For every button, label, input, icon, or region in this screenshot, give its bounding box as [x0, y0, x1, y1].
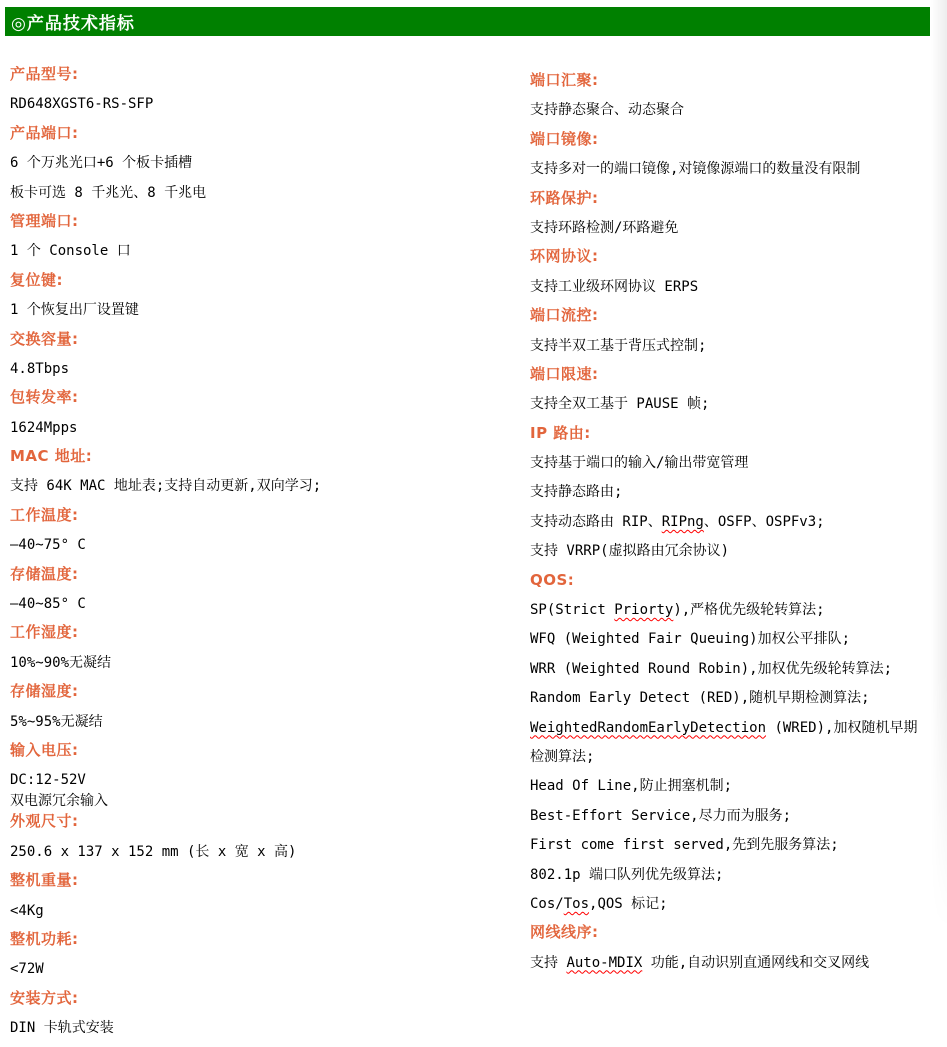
text-segment: First come first served,先到先服务算法;: [530, 837, 839, 854]
spec-heading-label: 工作湿度:: [10, 623, 79, 642]
text-segment: <72W: [10, 961, 44, 978]
spec-line-text: [530, 484, 622, 500]
spec-line-text: [530, 896, 668, 912]
spec-heading: [530, 246, 940, 275]
spec-line: [10, 93, 515, 122]
spec-line-text: [10, 903, 44, 919]
spec-line: [530, 628, 940, 657]
spec-line-text: [530, 837, 839, 853]
text-segment: RD648XGST6-RS-SFP: [10, 96, 154, 113]
spec-line-text: [10, 655, 111, 671]
spec-line-text: [10, 243, 131, 259]
text-segment: 支持: [530, 954, 567, 971]
spec-heading: [10, 387, 515, 416]
spec-heading-label: 存储湿度:: [10, 682, 79, 701]
text-segment: 支持静态聚合、动态聚合: [530, 102, 684, 119]
spec-line-text: [530, 396, 709, 412]
text-segment: 板卡可选 8 千兆光、8 千兆电: [10, 184, 207, 201]
spec-line-text: [530, 867, 723, 883]
section-header-bar: [5, 7, 930, 36]
text-segment: 支持动态路由 RIP、: [530, 513, 662, 530]
spec-line-text: [10, 420, 77, 436]
spec-heading: [10, 270, 515, 299]
text-segment: 支持 64K MAC 地址表;支持自动更新,双向学习;: [10, 478, 322, 495]
text-segment: Head Of Line,防止拥塞机制;: [530, 778, 733, 795]
misspelled-term: Priorty: [614, 602, 674, 619]
text-segment: ),严格优先级轮转算法;: [673, 602, 825, 619]
spec-line-text: [10, 596, 86, 612]
spec-heading: [10, 681, 515, 710]
text-segment: 802.1p 端口队列优先级算法;: [530, 866, 724, 883]
text-segment: 支持全双工基于 PAUSE 帧;: [530, 396, 710, 413]
spec-line-text: [530, 720, 917, 736]
spec-line: [10, 240, 515, 269]
spec-heading: [10, 740, 515, 769]
spec-line: [530, 335, 940, 364]
text-segment: 支持 VRRP(虚拟路由冗余协议): [530, 543, 730, 560]
text-segment: 1 个恢复出厂设置键: [10, 302, 139, 319]
text-segment: 250.6 x 137 x 152 mm (长 x 宽 x 高): [10, 843, 297, 860]
spec-line: [530, 746, 940, 775]
spec-line: [530, 834, 940, 863]
spec-heading: [10, 870, 515, 899]
spec-heading: [530, 423, 940, 452]
spec-heading: [10, 929, 515, 958]
spec-line-text: [10, 772, 86, 788]
spec-line: [10, 593, 515, 622]
spec-line-text: [530, 455, 748, 471]
spec-line: [530, 393, 940, 422]
text-segment: 1 个 Console 口: [10, 243, 131, 260]
spec-line: [10, 769, 515, 790]
spec-heading: [530, 570, 940, 599]
spec-line: [530, 511, 940, 540]
text-segment: 4.8Tbps: [10, 360, 70, 377]
spec-line: [530, 775, 940, 804]
misspelled-term: WeightedRandomEarlyDetection: [530, 719, 767, 736]
spec-line: [530, 952, 940, 981]
spec-line: [10, 534, 515, 563]
spec-line: [10, 299, 515, 328]
spec-heading: [10, 64, 515, 93]
spec-heading-label: 产品端口:: [10, 123, 79, 142]
spec-line: [10, 475, 515, 504]
spec-line-text: [530, 690, 870, 706]
spec-heading-label: 安装方式:: [10, 988, 79, 1007]
text-segment: 支持多对一的端口镜像,对镜像源端口的数量没有限制: [530, 161, 861, 178]
text-segment: Cos/: [530, 895, 564, 912]
spec-heading-label: 端口汇聚:: [530, 71, 599, 89]
text-segment: 检测算法;: [530, 748, 595, 765]
spec-heading: [10, 211, 515, 240]
spec-line: [530, 658, 940, 687]
spec-line-text: [10, 96, 153, 112]
spec-line: [530, 864, 940, 893]
spec-line: [10, 652, 515, 681]
spec-line: [530, 687, 940, 716]
text-segment: 支持环路检测/环路避免: [530, 219, 679, 236]
misspelled-term: Tos: [563, 895, 590, 912]
text-segment: 支持半双工基于背压式控制;: [530, 337, 707, 354]
spec-heading-label: 端口镜像:: [530, 129, 599, 148]
spec-line-text: [530, 955, 869, 971]
spec-heading-label: 工作温度:: [10, 505, 79, 524]
spec-line: [10, 182, 515, 211]
spec-line: [10, 958, 515, 987]
spec-line: [10, 358, 515, 387]
spec-heading: [530, 188, 940, 217]
text-segment: ,QOS 标记;: [589, 895, 668, 912]
spec-column-left: [10, 64, 515, 1047]
spec-heading-label: QOS:: [530, 570, 575, 589]
spec-heading: [10, 123, 515, 152]
spec-heading: [10, 811, 515, 840]
spec-line-text: [530, 808, 791, 824]
spec-heading: [530, 922, 940, 951]
spec-line: [10, 790, 515, 811]
spec-heading: [530, 364, 940, 393]
spec-heading-label: 整机功耗:: [10, 929, 79, 948]
text-segment: 、OSFP、OSPFv3;: [703, 513, 825, 530]
text-segment: 5%~95%无凝结: [10, 713, 103, 730]
text-segment: 支持静态路由;: [530, 484, 623, 501]
spec-line-text: [10, 185, 206, 201]
spec-line: [10, 900, 515, 929]
spec-line-text: [530, 778, 732, 794]
misspelled-term: Auto-MDIX: [566, 954, 643, 971]
spec-line: [530, 893, 940, 922]
text-segment: (WRED),加权随机早期: [766, 719, 918, 736]
page-title: ◎产品技术指标: [11, 14, 135, 34]
spec-heading: [10, 329, 515, 358]
text-segment: <4Kg: [10, 902, 44, 919]
spec-heading: [10, 564, 515, 593]
spec-heading-label: 网线线序:: [530, 923, 599, 942]
spec-line: [530, 540, 940, 569]
text-segment: WFQ (Weighted Fair Queuing)加权公平排队;: [530, 631, 851, 648]
spec-heading-label: 环网协议:: [530, 247, 599, 266]
spec-line-text: [530, 514, 825, 530]
spec-heading-label: 输入电压:: [10, 740, 79, 759]
spec-heading: [10, 988, 515, 1017]
spec-line: [530, 599, 940, 628]
spec-heading: [530, 129, 940, 158]
spec-line-text: [10, 155, 192, 171]
spec-line-text: [10, 361, 69, 377]
spec-line-text: [530, 749, 594, 765]
spec-heading-label: 整机重量:: [10, 871, 79, 890]
spec-heading-label: 端口限速:: [530, 364, 599, 383]
spec-heading-label: 复位键:: [10, 270, 63, 289]
spec-heading: [10, 505, 515, 534]
text-segment: 功能,自动识别直通网线和交叉网线: [642, 954, 870, 971]
spec-heading: [10, 622, 515, 651]
spec-line-text: [10, 961, 44, 977]
spec-line-text: [10, 714, 103, 730]
spec-heading-label: 产品型号:: [10, 65, 79, 83]
spec-line: [10, 1017, 515, 1046]
spec-line-text: [530, 631, 850, 647]
text-segment: 支持工业级环网协议 ERPS: [530, 278, 699, 295]
spec-line-text: [530, 220, 678, 236]
spec-line-text: [10, 793, 108, 809]
spec-heading-label: IP 路由:: [530, 423, 591, 442]
text-segment: 1624Mpps: [10, 419, 78, 436]
text-segment: 支持基于端口的输入/输出带宽管理: [530, 455, 749, 472]
spec-line: [530, 717, 940, 746]
text-segment: 6 个万兆光口+6 个板卡插槽: [10, 155, 193, 172]
spec-line-text: [10, 1020, 114, 1036]
spec-heading-label: 端口流控:: [530, 306, 599, 325]
spec-heading-label: 交换容量:: [10, 329, 79, 348]
text-segment: Best-Effort Service,尽力而为服务;: [530, 807, 792, 824]
spec-line-text: [530, 279, 698, 295]
text-segment: Random Early Detect (RED),随机早期检测算法;: [530, 690, 870, 707]
spec-heading-label: 环路保护:: [530, 188, 599, 207]
spec-line-text: [530, 602, 825, 618]
spec-line-text: [10, 537, 86, 553]
text-segment: SP(Strict: [530, 602, 615, 619]
spec-line: [530, 805, 940, 834]
spec-line-text: [530, 543, 729, 559]
spec-line: [10, 417, 515, 446]
spec-line: [10, 841, 515, 870]
spec-line: [530, 481, 940, 510]
spec-heading: [10, 446, 515, 475]
spec-line: [10, 711, 515, 740]
text-segment: WRR (Weighted Round Robin),加权优先级轮转算法;: [530, 660, 893, 677]
spec-line-text: [10, 478, 321, 494]
spec-line-text: [10, 302, 139, 318]
spec-heading: [530, 70, 940, 99]
spec-line: [530, 217, 940, 246]
spec-line-text: [530, 102, 684, 118]
spec-line-text: [530, 161, 860, 177]
spec-heading: [530, 305, 940, 334]
text-segment: 10%~90%无凝结: [10, 654, 112, 671]
spec-line: [530, 452, 940, 481]
spec-line: [530, 158, 940, 187]
spec-line: [530, 276, 940, 305]
text-segment: —40~75° C: [10, 537, 86, 554]
spec-column-right: [530, 70, 940, 981]
misspelled-term: RIPng: [661, 513, 704, 530]
spec-line-text: [530, 338, 706, 354]
spec-heading-label: 存储温度:: [10, 564, 79, 583]
text-segment: —40~85° C: [10, 596, 86, 613]
spec-heading-label: MAC 地址:: [10, 447, 93, 466]
spec-heading-label: 外观尺寸:: [10, 812, 79, 831]
spec-heading-label: 包转发率:: [10, 388, 79, 407]
spec-line-text: [530, 661, 892, 677]
spec-heading-label: 管理端口:: [10, 211, 79, 230]
spec-line: [530, 99, 940, 128]
spec-line-text: [10, 844, 296, 860]
text-segment: DC:12-52V: [10, 772, 86, 789]
text-segment: DIN 卡轨式安装: [10, 1020, 114, 1037]
text-segment: 双电源冗余输入: [10, 793, 108, 810]
spec-line: [10, 152, 515, 181]
